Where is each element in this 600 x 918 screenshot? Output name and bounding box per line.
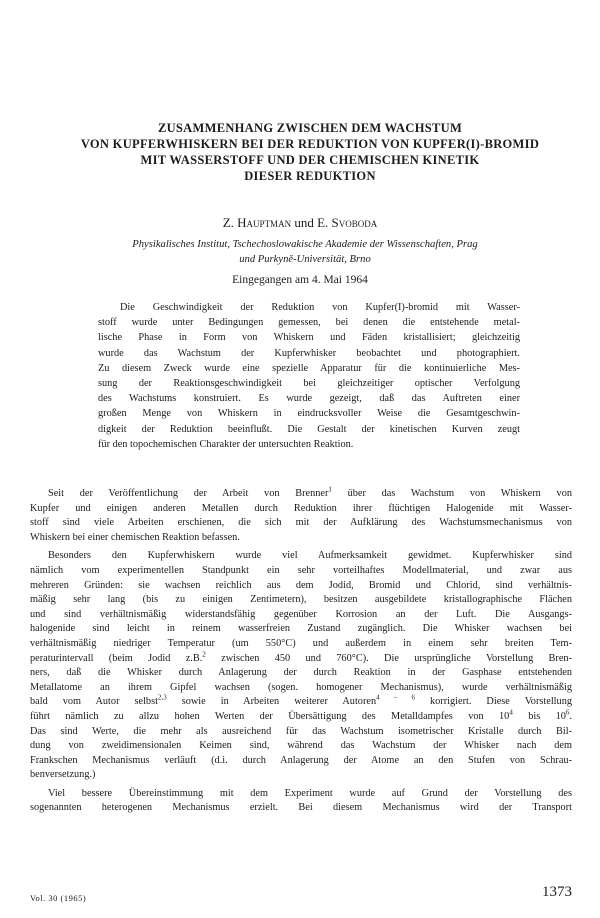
body-text-run: halogenide sind leicht in reinem wasserfreien Zustand zugänglich. Die Whisker wachsen bei: [30, 623, 572, 635]
body-text-run: Das sind Werte, die mehr als ausreichend für das Wachstum isometrischer Kristalle durch Bil-: [30, 725, 572, 737]
abstract-line: sung der Reaktionsgeschwindigkeit bei gleichzeitiger optischer Verfolgung: [98, 378, 520, 390]
title-line: DIESER REDUKTION: [244, 169, 376, 183]
body-text-run: Kupfer und einigen anderen Metallen durch Reduktion ihrer flüchtigen Halogenide mit Wasser-: [30, 502, 572, 514]
reference-superscript: 2: [202, 650, 206, 659]
body-line: [30, 725, 572, 740]
body-text-run: mäßig sehr lang (bis zu einigen Zentimetern), besitzen ausgebildete kristallographische Flächen: [30, 594, 572, 606]
reference-superscript: 2,3: [157, 693, 167, 702]
body-line: [30, 652, 572, 667]
reference-superscript: 1: [328, 485, 332, 494]
journal-volume: Vol. 30 (1965): [30, 893, 87, 903]
abstract-line: großen Menge von Whiskern in eindrucksvoller Weise die Gesamtgeschwin-: [98, 408, 520, 420]
author-name: Hauptman: [237, 215, 292, 230]
affiliation: [40, 237, 570, 267]
abstract: [98, 300, 520, 452]
author-initial: Z.: [222, 215, 234, 230]
body-text-run: verhältnismäßig niedriger Temperatur (um 550°C) und außerdem in einem sehr breiten Tem-: [30, 637, 572, 649]
title-line: VON KUPFERWHISKERN BEI DER REDUKTION VON KUPFER(I)-BROMID: [80, 137, 540, 151]
body-text-run: Metallatome an ihrem Gipfel wachsen (sogen. homogener Mechanismus), wurde verhältnismäßig: [30, 681, 572, 693]
body-line: [30, 666, 572, 681]
body-text-run: mehreren Gründen: sie wachsen reichlich aus dem Jodid, Bromid und Chlorid, sind verhältnis-: [30, 579, 572, 591]
reference-superscript: 6: [565, 708, 570, 717]
body-text-run: peraturintervall (beim Jodid z.B.: [30, 652, 203, 664]
body-text-run: zwischen 450 und 760°C). Die ursprüngliche Vorstellung Bren-: [205, 652, 573, 664]
reference-superscript: 4: [509, 708, 513, 717]
body-line: [30, 801, 572, 816]
abstract-line: lische Phase in Form von Whiskern und Fäden kristallisiert; gleichzeitig: [98, 332, 520, 344]
title-line: MIT WASSERSTOFF UND DER CHEMISCHEN KINETIK: [140, 153, 480, 167]
body-line: [30, 579, 572, 594]
body-text-run: Frankschen Mechanismus verläuft (d.i. durch Anlagerung der Atome an den Stufen von Schrau-: [30, 754, 572, 766]
body-text-run: bis 10: [512, 710, 566, 722]
body-text-run: Whiskern bei einer chemischen Reaktion befassen.: [30, 531, 240, 543]
body-line: [30, 516, 572, 531]
body-line: [30, 695, 572, 710]
body-text-run: bald vom Autor selbst: [30, 696, 158, 708]
affiliation-line: und Purkyně-Universität, Brno: [239, 254, 371, 265]
abstract-line: Die Geschwindigkeit der Reduktion von Kupfer(I)-bromid mit Wasser-: [120, 302, 520, 313]
body-text-run: führt nämlich zu allzu hohen Werten der Übersättigung des Metalldampfes von 10: [30, 710, 510, 722]
author-initial: E.: [317, 215, 329, 230]
abstract-line: des Wachstums konstruiert. Es wurde gezeigt, daß das Auftreten einer: [98, 393, 520, 405]
author-name: Svoboda: [331, 215, 378, 230]
body-text-run: Seit der Veröffentlichung der Arbeit von Brenner: [48, 488, 329, 499]
body-text-run: ners, daß die Whisker durch Anlagerung der durch Reaktion in der Gasphase entstehenden: [30, 667, 572, 679]
body-line: [30, 593, 572, 608]
author-conjunction: und: [294, 215, 314, 230]
body-text-run: stoff sind viele Arbeiten erschienen, die sich mit der Aufklärung des Wachstumsmechanismus von: [30, 517, 572, 529]
body-line: [30, 487, 572, 502]
body-line: [30, 787, 572, 802]
body-text-run: Viel bessere Übereinstimmung mit dem Experiment wurde auf Grund der Vorstellung des: [48, 787, 572, 799]
title-line: ZUSAMMENHANG ZWISCHEN DEM WACHSTUM: [157, 121, 463, 135]
body-line: [30, 564, 572, 579]
body-text-run: nämlich vom experimentellen Standpunkt ein sehr vorteilhaftes Modellmaterial, und zwar aus: [30, 564, 572, 576]
body-text-run: Besonders den Kupferwhiskern wurde viel Aufmerksamkeit gewidmet. Kupferwhisker sind: [48, 550, 572, 562]
body-text-run: benversetzung.): [30, 769, 96, 781]
reference-superscript: 4 – 6: [376, 693, 415, 702]
abstract-line: stoff wurde unter Bedingungen gemessen, bei denen die entstehende metal-: [98, 317, 520, 329]
received-date: Eingegangen am 4. Mai 1964: [232, 274, 368, 286]
abstract-line: digkeit der Reduktion beeinflußt. Die Gestalt der kinetischen Kurven zeugt: [98, 423, 520, 435]
body-text: [30, 487, 572, 816]
body-text-run: sowie in Arbeiten weiterer Autoren: [166, 696, 377, 708]
article-title: [40, 120, 580, 184]
body-line: [30, 754, 572, 769]
body-line: [30, 549, 572, 564]
body-line: [30, 681, 572, 696]
abstract-line: für den topochemischen Charakter der untersuchten Reaktion.: [98, 438, 354, 450]
body-text-run: über das Wachstum von Whiskern von: [331, 488, 572, 499]
body-text-run: korrigiert. Diese Vorstellung: [414, 696, 572, 708]
authors: [0, 215, 600, 231]
abstract-line: wurde das Wachstum der Kupferwhisker beobachtet und photographiert.: [98, 347, 520, 359]
abstract-line: Zu diesem Zweck wurde eine spezielle Apparatur für die kontinuierliche Mes-: [98, 362, 520, 374]
body-text-run: und sind verhältnismäßig widerstandsfähig gegenüber Korrosion an der Luft. Die Ausgangs-: [30, 608, 572, 620]
body-text-run: dung von zweidimensionalen Keimen sind, während das Wachstum der Whisker nach dem: [30, 740, 572, 752]
body-line: [30, 531, 572, 546]
body-line: [30, 637, 572, 652]
body-line: [30, 768, 572, 783]
body-line: [30, 502, 572, 517]
affiliation-line: Physikalisches Institut, Tschechoslowakische Akademie der Wissenschaften, Prag: [132, 239, 478, 250]
body-text-run: .: [569, 710, 572, 722]
body-line: [30, 608, 572, 623]
body-line: [30, 710, 572, 725]
body-line: [30, 622, 572, 637]
body-line: [30, 739, 572, 754]
body-text-run: sogenannten heterogenen Mechanismus erzielt. Bei diesem Mechanismus wird der Transport: [30, 802, 572, 814]
page-number: 1373: [542, 884, 572, 900]
